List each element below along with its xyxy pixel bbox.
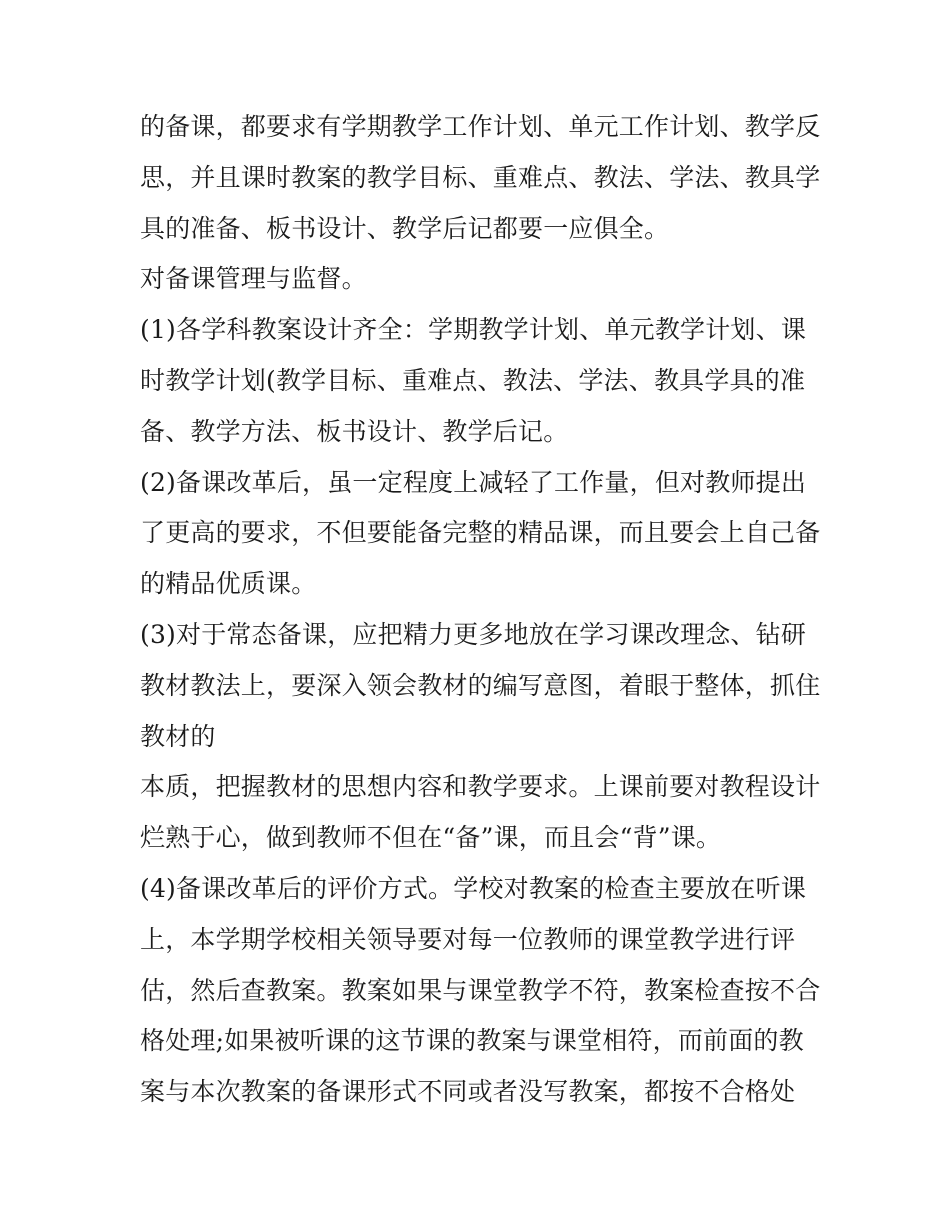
text-line: 备、教学方法、板书设计、教学后记。 xyxy=(140,416,569,446)
text-line: 烂熟于心，做到教师不但在“备”课，而且会“背”课。 xyxy=(140,823,722,853)
text-line: 教材的 xyxy=(140,721,216,751)
text-line: (2)备课改革后，虽一定程度上减轻了工作量，但对教师提出 xyxy=(140,467,807,497)
text-line: (4)备课改革后的评价方式。学校对教案的检查主要放在听课 xyxy=(140,873,807,903)
text-line: 格处理;如果被听课的这节课的教案与课堂相符，而前面的教 xyxy=(140,1026,804,1056)
text-line: (3)对于常态备课，应把精力更多地放在学习课改理念、钻研 xyxy=(140,619,807,649)
text-line: 思，并且课时教案的教学目标、重难点、教法、学法、教具学 xyxy=(140,162,821,192)
text-line: 本质，把握教材的思想内容和教学要求。上课前要对教程设计 xyxy=(140,772,821,802)
text-line: 估，然后查教案。教案如果与课堂教学不符，教案检查按不合 xyxy=(140,975,821,1005)
text-line: 的精品优质课。 xyxy=(140,569,317,599)
text-line: 时教学计划(教学目标、重难点、教法、学法、教具学具的准 xyxy=(140,365,806,395)
text-line: 了更高的要求，不但要能备完整的精品课，而且要会上自己备 xyxy=(140,518,821,548)
text-line: (1)各学科教案设计齐全：学期教学计划、单元教学计划、课 xyxy=(140,315,807,345)
text-line: 具的准备、板书设计、教学后记都要一应俱全。 xyxy=(140,213,670,243)
text-line: 的备课，都要求有学期教学工作计划、单元工作计划、教学反 xyxy=(140,112,821,141)
text-line: 上，本学期学校相关领导要对每一位教师的课堂教学进行评 xyxy=(140,924,796,954)
document-body xyxy=(140,102,820,1118)
text-line: 对备课管理与监督。 xyxy=(140,264,367,294)
text-line: 案与本次教案的备课形式不同或者没写教案，都按不合格处 xyxy=(140,1077,796,1107)
text-line: 教材教法上，要深入领会教材的编写意图，着眼于整体，抓住 xyxy=(140,670,821,700)
